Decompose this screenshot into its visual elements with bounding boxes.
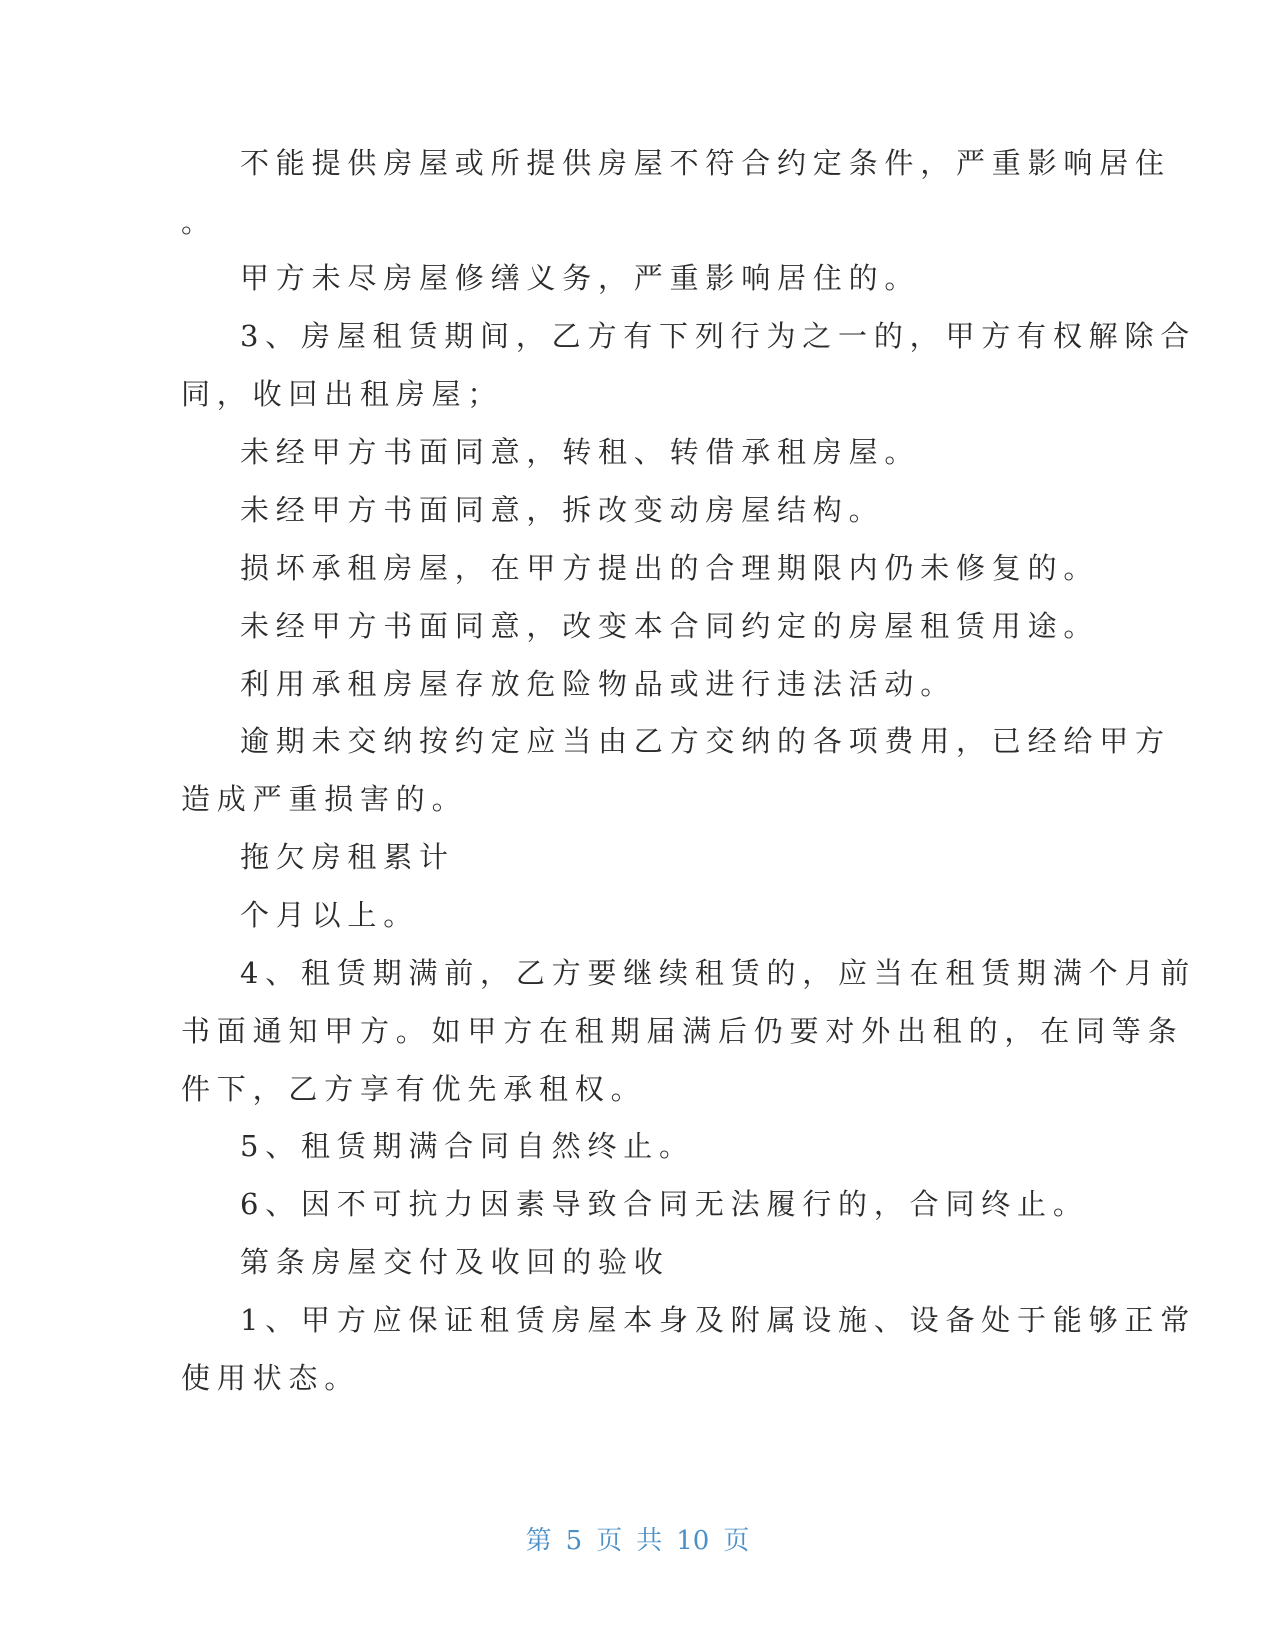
paragraph-line: 拖欠房租累计 [240, 840, 455, 874]
footer-mid: 页 [596, 1526, 623, 1556]
paragraph-line: 未经甲方书面同意，拆改变动房屋结构。 [240, 493, 885, 527]
paragraph-line: 个月以上。 [240, 898, 420, 932]
paragraph-line: 未经甲方书面同意，转租、转借承租房屋。 [240, 435, 921, 469]
paragraph-line: 未经甲方书面同意，改变本合同约定的房屋租赁用途。 [240, 609, 1100, 643]
paragraph-line: 甲方未尽房屋修缮义务，严重影响居住的。 [240, 261, 921, 295]
paragraph-line: 使用状态。 [181, 1361, 361, 1395]
footer-total-pages: 10 [676, 1526, 710, 1556]
paragraph-line: 逾期未交纳按约定应当由乙方交纳的各项费用，已经给甲方 [240, 724, 1171, 758]
paragraph-line: 利用承租房屋存放危险物品或进行违法活动。 [240, 667, 957, 701]
page-number-footer [0, 1524, 1275, 1558]
paragraph-line: 造成严重损害的。 [181, 782, 468, 816]
paragraph-line: 同，收回出租房屋； [181, 377, 504, 411]
paragraph-line: 3、房屋租赁期间，乙方有下列行为之一的，甲方有权解除合 [240, 319, 1197, 353]
footer-prefix: 第 [525, 1526, 552, 1556]
paragraph-line: 4、租赁期满前，乙方要继续租赁的，应当在租赁期满个月前 [240, 956, 1197, 990]
footer-current-page: 5 [565, 1526, 583, 1556]
footer-suffix: 页 [723, 1526, 750, 1556]
paragraph-line: 1、甲方应保证租赁房屋本身及附属设施、设备处于能够正常 [240, 1303, 1197, 1337]
paragraph-line: 5、租赁期满合同自然终止。 [240, 1129, 695, 1163]
footer-total-label: 共 [636, 1526, 663, 1556]
paragraph-line: 不能提供房屋或所提供房屋不符合约定条件，严重影响居住 [240, 146, 1171, 180]
paragraph-line: 损坏承租房屋，在甲方提出的合理期限内仍未修复的。 [240, 551, 1100, 585]
paragraph-line: 6、因不可抗力因素导致合同无法履行的，合同终止。 [240, 1187, 1089, 1221]
paragraph-line: 书面通知甲方。如甲方在租期届满后仍要对外出租的，在同等条 [181, 1014, 1184, 1048]
paragraph-line: 第条房屋交付及收回的验收 [240, 1245, 670, 1279]
paragraph-line: 件下，乙方享有优先承租权。 [181, 1072, 647, 1106]
paragraph-line: 。 [181, 205, 217, 239]
